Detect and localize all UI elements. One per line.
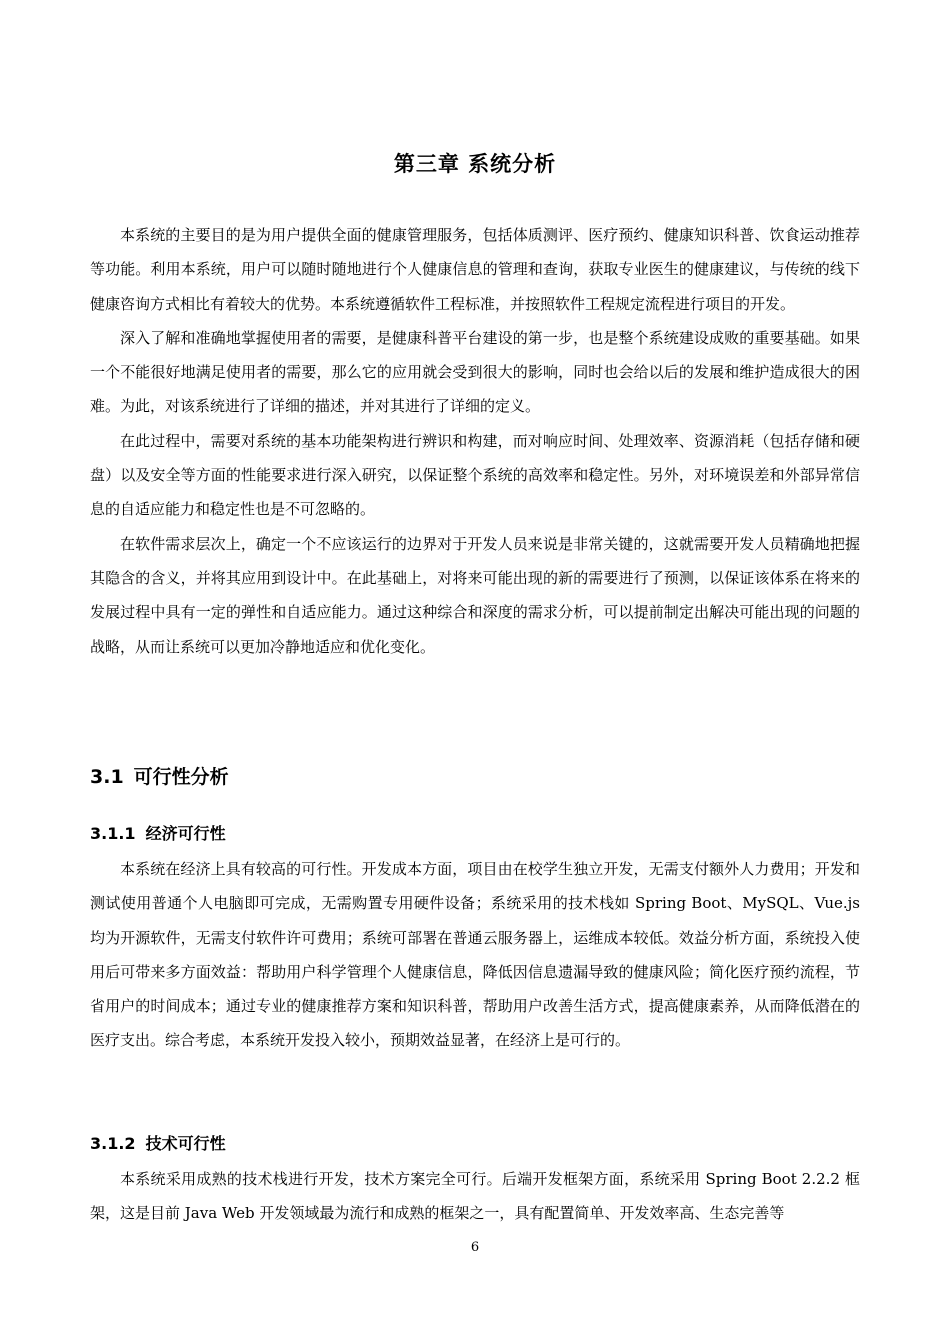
intro-paragraph-3: 在此过程中，需要对系统的基本功能架构进行辨识和构建，而对响应时间、处理效率、资源消耗（包括存储和硬盘）以及安全等方面的性能要求进行深入研究，以保证整个系统的高效率和稳定性。另外，对环境误差和外部异常信息的自适应能力和稳定性也是不可忽略的。 [90, 431, 860, 519]
technical-feasibility-paragraph: 本系统采用成熟的技术栈进行开发，技术方案完全可行。后端开发框架方面，系统采用 Spring Boot 2.2.2 框架，这是目前 Java Web 开发领域最为流行和成熟的框架之一，具有配置简单、开发效率高、生态完善等 [90, 1170, 860, 1223]
intro-paragraph-4: 在软件需求层次上，确定一个不应该运行的边界对于开发人员来说是非常关键的，这就需要开发人员精确地把握其隐含的含义，并将其应用到设计中。在此基础上，对将来可能出现的新的需要进行了预测，以保证该体系在将来的发展过程中具有一定的弹性和自适应能力。通过这种综合和深度的需求分析，可以提前制定出解决可能出现的问题的战略，从而让系统可以更加冷静地适应和优化变化。 [90, 534, 860, 656]
intro-paragraph-1: 本系统的主要目的是为用户提供全面的健康管理服务，包括体质测评、医疗预约、健康知识科普、饮食运动推荐等功能。利用本系统，用户可以随时随地进行个人健康信息的管理和查询，获取专业医生的健康建议，与传统的线下健康咨询方式相比有着较大的优势。本系统遵循软件工程标准，并按照软件工程规定流程进行项目的开发。 [90, 226, 860, 313]
technical-feasibility-body [90, 1162, 860, 1231]
economic-feasibility-paragraph: 本系统在经济上具有较高的可行性。开发成本方面，项目由在校学生独立开发，无需支付额外人力费用；开发和测试使用普通个人电脑即可完成，无需购置专用硬件设备；系统采用的技术栈如 Spring Boot、MySQL、Vue.js 均为开源软件，无需支付软件许可费用；系统可部署在普通云服务器上，运维成本较低。效益分析方面，系统投入使用后可带来多方面效益：帮助用户科学管理个人健康信息，降低因信息遗漏导致的健康风险；简化医疗预约流程，节省用户的时间成本；通过专业的健康推荐方案和知识科普，帮助用户改善生活方式，提高健康素养，从而降低潜在的医疗支出。综合考虑，本系统开发投入较小，预期效益显著，在经济上是可行的。 [90, 860, 860, 1050]
chapter-title: 第三章 系统分析 [393, 152, 557, 176]
subsection-title: 技术可行性 [145, 1134, 226, 1153]
subsection-title: 经济可行性 [145, 824, 226, 843]
intro-section [90, 218, 860, 664]
subsection-heading-3-1-1 [90, 821, 226, 844]
subsection-heading-3-1-2 [90, 1131, 226, 1154]
page-number: 6 [470, 1240, 480, 1255]
subsection-number: 3.1.2 [90, 1134, 136, 1153]
section-number: 3.1 [90, 766, 124, 788]
section-title: 可行性分析 [133, 766, 229, 788]
subsection-number: 3.1.1 [90, 824, 136, 843]
section-heading-3-1 [90, 762, 229, 789]
economic-feasibility-body [90, 852, 860, 1058]
intro-paragraph-2: 深入了解和准确地掌握使用者的需要，是健康科普平台建设的第一步，也是整个系统建设成败的重要基础。如果一个不能很好地满足使用者的需要，那么它的应用就会受到很大的影响，同时也会给以后的发展和维护造成很大的困难。为此，对该系统进行了详细的描述，并对其进行了详细的定义。 [90, 328, 860, 416]
